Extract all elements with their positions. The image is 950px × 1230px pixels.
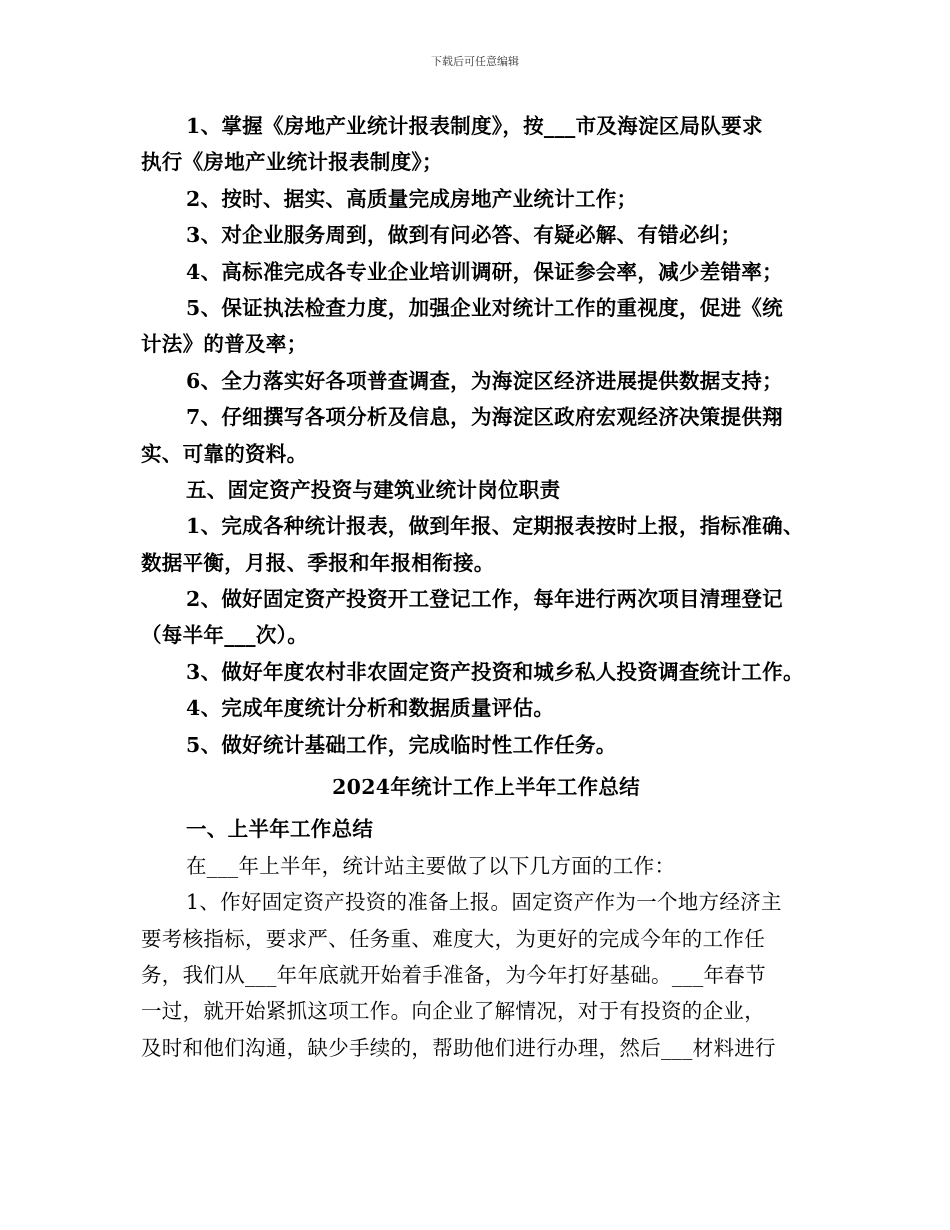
document-title: 2024年统计工作上半年工作总结 (332, 775, 640, 800)
paragraph-line: 5、保证执法检查力度，加强企业对统计工作的重视度，促进《统 (186, 295, 783, 320)
paragraph-line: 4、完成年度统计分析和数据质量评估。 (186, 696, 555, 721)
paragraph-line: 要考核指标，要求严、任务重、难度大，为更好的完成今年的工作任 (141, 926, 765, 951)
paragraph-line: 务，我们从___年年底就开始着手准备，为今年打好基础。___年春节 (141, 962, 766, 987)
paragraph-line: 一过，就开始紧抓这项工作。向企业了解情况，对于有投资的企业， (141, 999, 765, 1024)
paragraph-line: 及时和他们沟通，缺少手续的，帮助他们进行办理，然后___材料进行 (141, 1035, 776, 1060)
paragraph-line: （每半年___次）。 (141, 623, 308, 648)
paragraph-line: 1、作好固定资产投资的准备上报。固定资产作为一个地方经济主 (186, 890, 782, 915)
paragraph-line: 1、完成各种统计报表，做到年报、定期报表按时上报，指标准确、 (186, 514, 804, 539)
paragraph-line: 实、可靠的资料。 (141, 441, 308, 466)
section-heading: 五、固定资产投资与建筑业统计岗位职责 (186, 477, 561, 502)
paragraph-line: 计法》的普及率； (141, 332, 308, 357)
paragraph-line: 1、掌握《房地产业统计报表制度》，按___市及海淀区局队要求 (186, 114, 763, 138)
paragraph-line: 5、做好统计基础工作，完成临时性工作任务。 (186, 732, 617, 757)
page-header: 下载后可任意编辑 (431, 55, 519, 68)
paragraph-line: 在___年上半年，统计站主要做了以下几方面的工作： (186, 853, 676, 878)
paragraph-line: 2、做好固定资产投资开工登记工作，每年进行两次项目清理登记 (186, 587, 783, 612)
paragraph-line: 执行《房地产业统计报表制度》； (141, 150, 443, 175)
paragraph-line: 7、仔细撰写各项分析及信息，为海淀区政府宏观经济决策提供翔 (186, 405, 783, 430)
paragraph-line: 数据平衡，月报、季报和年报相衔接。 (141, 550, 495, 575)
document-body (141, 108, 831, 1066)
paragraph-line: 4、高标准完成各专业企业培训调研，保证参会率，减少差错率； (186, 259, 783, 284)
paragraph-line: 6、全力落实好各项普查调查，为海淀区经济进展提供数据支持； (186, 368, 783, 393)
paragraph-line: 3、对企业服务周到，做到有问必答、有疑必解、有错必纠； (186, 223, 742, 248)
paragraph-line: 3、做好年度农村非农固定资产投资和城乡私人投资调查统计工作。 (186, 659, 804, 684)
paragraph-line: 2、按时、据实、高质量完成房地产业统计工作； (186, 186, 638, 211)
section-heading: 一、上半年工作总结 (186, 817, 374, 842)
